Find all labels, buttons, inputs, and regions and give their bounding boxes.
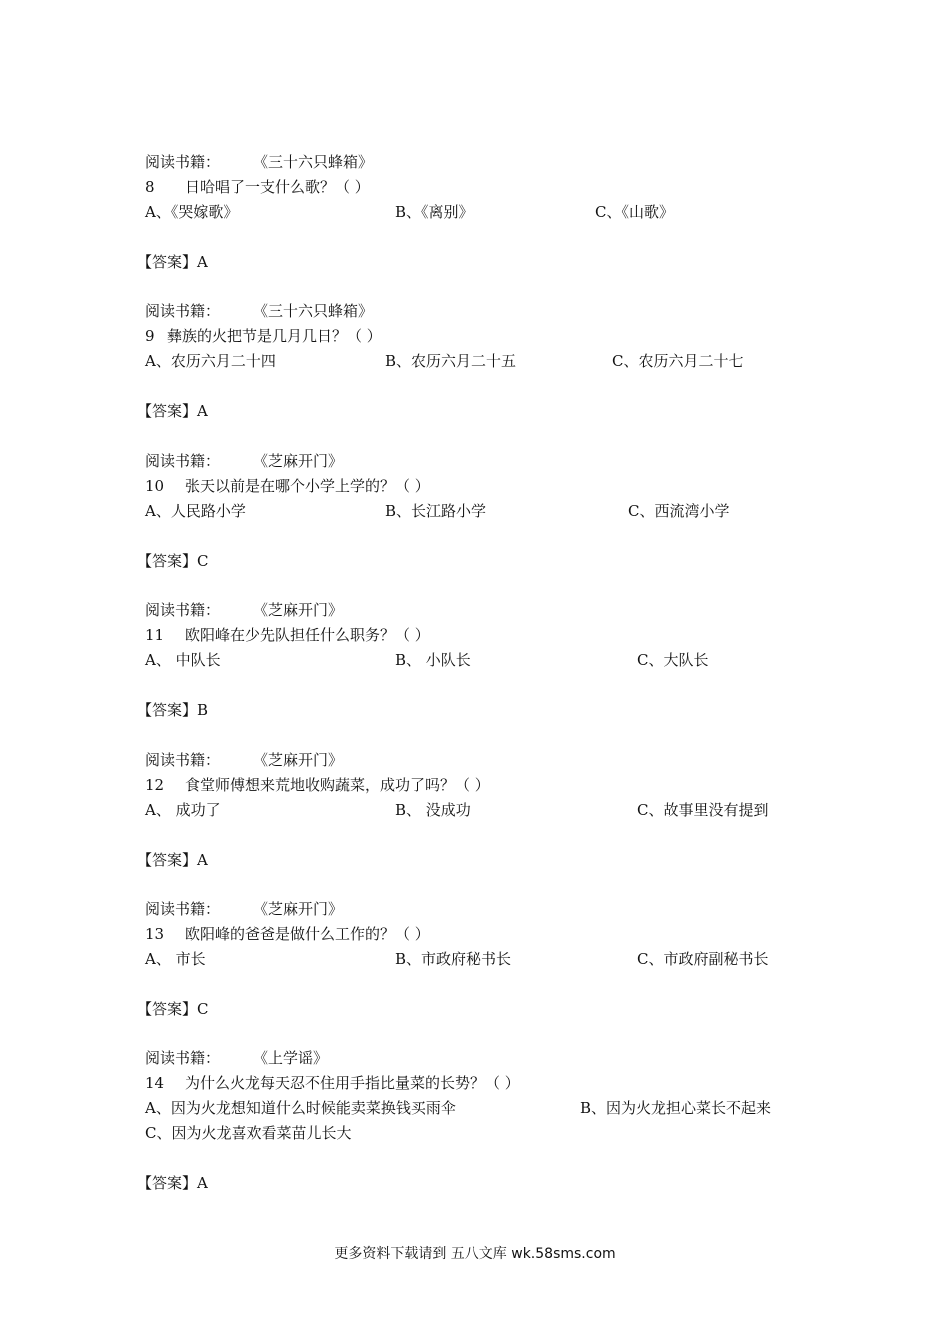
option-b: B、 小队长 bbox=[395, 651, 471, 669]
option-b: B、长江路小学 bbox=[385, 502, 487, 520]
option-a: A、因为火龙想知道什么时候能卖菜换钱买雨伞 bbox=[145, 1099, 456, 1117]
question-text: 欧阳峰的爸爸是做什么工作的？（ ） bbox=[185, 925, 430, 943]
option-c: C、农历六月二十七 bbox=[612, 352, 744, 370]
option-c: C、大队长 bbox=[637, 651, 709, 669]
question-line bbox=[145, 623, 845, 648]
answer-10: 【答案】C bbox=[137, 552, 209, 570]
book-line bbox=[145, 299, 845, 324]
book-line bbox=[145, 748, 845, 773]
option-a: A、农历六月二十四 bbox=[145, 352, 276, 370]
question-block-10 bbox=[145, 449, 845, 524]
book-label: 阅读书籍： bbox=[145, 1049, 221, 1067]
book-label: 阅读书籍： bbox=[145, 153, 221, 171]
question-number: 10 bbox=[145, 477, 165, 495]
option-c: C、故事里没有提到 bbox=[637, 801, 769, 819]
book-line bbox=[145, 598, 845, 623]
book-label: 阅读书籍： bbox=[145, 751, 221, 769]
option-a: A、《哭嫁歌》 bbox=[145, 203, 239, 221]
options-line bbox=[145, 648, 845, 673]
question-number: 11 bbox=[145, 626, 165, 644]
book-line bbox=[145, 150, 845, 175]
option-c: C、《山歌》 bbox=[595, 203, 674, 221]
question-line bbox=[145, 324, 845, 349]
answer-9: 【答案】A bbox=[137, 402, 208, 420]
question-line bbox=[145, 1071, 845, 1096]
book-label: 阅读书籍： bbox=[145, 601, 221, 619]
option-a: A、 成功了 bbox=[145, 801, 221, 819]
question-block-14 bbox=[145, 1046, 845, 1146]
question-number: 9 bbox=[145, 327, 155, 345]
answer-11: 【答案】B bbox=[137, 701, 209, 719]
option-b: B、 没成功 bbox=[395, 801, 471, 819]
option-b: B、农历六月二十五 bbox=[385, 352, 517, 370]
book-title: 《芝麻开门》 bbox=[253, 900, 344, 918]
question-number: 8 bbox=[145, 178, 155, 196]
option-b: B、市政府秘书长 bbox=[395, 950, 512, 968]
option-c: C、西流湾小学 bbox=[628, 502, 730, 520]
question-block-12 bbox=[145, 748, 845, 823]
option-a: A、 市长 bbox=[145, 950, 206, 968]
book-label: 阅读书籍： bbox=[145, 900, 221, 918]
answer-8: 【答案】A bbox=[137, 253, 208, 271]
question-line bbox=[145, 474, 845, 499]
question-text: 为什么火龙每天忍不住用手指比量菜的长势？（ ） bbox=[185, 1074, 520, 1092]
book-title: 《芝麻开门》 bbox=[253, 751, 344, 769]
option-c: C、市政府副秘书长 bbox=[637, 950, 769, 968]
question-text: 食堂师傅想来荒地收购蔬菜，成功了吗？（ ） bbox=[185, 776, 490, 794]
question-block-8 bbox=[145, 150, 845, 225]
question-number: 14 bbox=[145, 1074, 165, 1092]
book-title: 《芝麻开门》 bbox=[253, 452, 344, 470]
question-text: 欧阳峰在少先队担任什么职务？（ ） bbox=[185, 626, 430, 644]
options-line bbox=[145, 798, 845, 823]
question-number: 12 bbox=[145, 776, 165, 794]
question-line bbox=[145, 773, 845, 798]
footer-link-text: 更多资料下载请到 五八文库 wk.58sms.com bbox=[334, 1246, 616, 1262]
book-title: 《三十六只蜂箱》 bbox=[253, 302, 374, 320]
option-c: C、因为火龙喜欢看菜苗儿长大 bbox=[145, 1124, 352, 1142]
options-line-2 bbox=[145, 1121, 845, 1146]
book-label: 阅读书籍： bbox=[145, 452, 221, 470]
options-line bbox=[145, 349, 845, 374]
book-title: 《上学谣》 bbox=[253, 1049, 329, 1067]
book-title: 《三十六只蜂箱》 bbox=[253, 153, 374, 171]
question-text: 彝族的火把节是几月几日？（ ） bbox=[167, 327, 382, 345]
option-a: A、 中队长 bbox=[145, 651, 221, 669]
options-line bbox=[145, 1096, 845, 1121]
options-line bbox=[145, 947, 845, 972]
book-line bbox=[145, 897, 845, 922]
answer-12: 【答案】A bbox=[137, 851, 208, 869]
answer-13: 【答案】C bbox=[137, 1000, 209, 1018]
options-line bbox=[145, 200, 845, 225]
options-line bbox=[145, 499, 845, 524]
question-block-9 bbox=[145, 299, 845, 374]
book-title: 《芝麻开门》 bbox=[253, 601, 344, 619]
question-number: 13 bbox=[145, 925, 165, 943]
book-line bbox=[145, 1046, 845, 1071]
option-b: B、《离别》 bbox=[395, 203, 474, 221]
question-line bbox=[145, 922, 845, 947]
question-block-13 bbox=[145, 897, 845, 972]
option-a: A、人民路小学 bbox=[145, 502, 246, 520]
question-block-11 bbox=[145, 598, 845, 673]
book-line bbox=[145, 449, 845, 474]
question-line bbox=[145, 175, 845, 200]
option-b: B、因为火龙担心菜长不起来 bbox=[580, 1099, 772, 1117]
book-label: 阅读书籍： bbox=[145, 302, 221, 320]
question-text: 张天以前是在哪个小学上学的？（ ） bbox=[185, 477, 430, 495]
question-text: 日哈唱了一支什么歌？（ ） bbox=[185, 178, 370, 196]
answer-14: 【答案】A bbox=[137, 1174, 208, 1192]
